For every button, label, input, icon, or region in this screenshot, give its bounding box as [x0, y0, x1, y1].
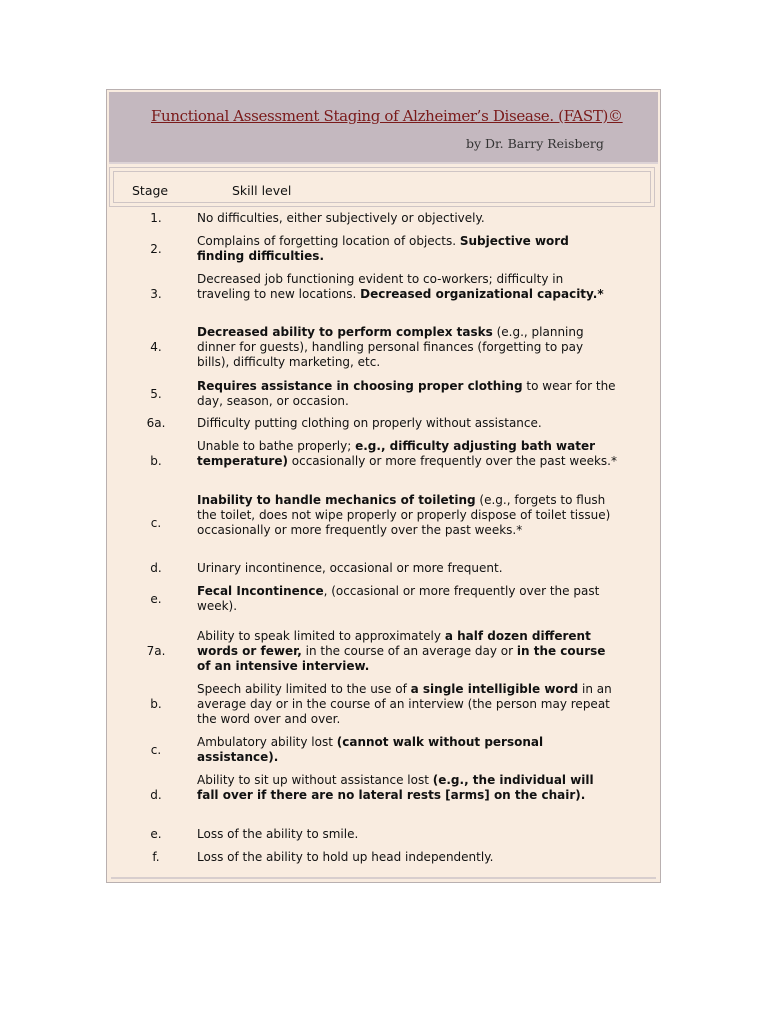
description-text: to wear for the day, season, or occasion.: [197, 379, 616, 408]
skill-description: [197, 735, 617, 765]
emphasized-text: in the course of an intensive interview.: [197, 644, 606, 673]
column-header: [109, 167, 655, 207]
stage-label: c.: [150, 742, 162, 757]
emphasized-text: e.g., difficulty adjusting bath water temperature): [197, 439, 596, 468]
description-text: in the course of an average day or: [301, 644, 517, 658]
description-text: Complains of forgetting location of objects.: [197, 234, 460, 248]
skill-description: [197, 272, 617, 302]
skill-description: [197, 416, 617, 431]
emphasized-text: (cannot walk without personal assistance).: [197, 735, 544, 764]
skill-description: [197, 629, 617, 674]
description-text: Unable to bathe properly;: [197, 439, 356, 453]
description-text: occasionally or more frequently over the past weeks.*: [287, 454, 617, 468]
description-text: , (occasional or more frequently over the past week).: [197, 584, 600, 613]
bottom-divider: [111, 877, 656, 879]
emphasized-text: (e.g., the individual will fall over if there are no lateral rests [arms] on the chair).: [197, 773, 594, 802]
skill-description: [197, 325, 617, 370]
emphasized-text: Decreased organizational capacity.*: [360, 287, 604, 301]
skill-description: [197, 584, 617, 614]
emphasized-text: Requires assistance in choosing proper clothing: [197, 379, 523, 393]
stage-column-header: Stage: [132, 183, 169, 198]
emphasized-text: Decreased ability to perform complex tasks: [197, 325, 493, 339]
description-text: No difficulties, either subjectively or objectively.: [197, 211, 485, 225]
emphasized-text: Inability to handle mechanics of toileting: [197, 493, 476, 507]
stage-label: 7a.: [146, 644, 166, 658]
stage-label: 4.: [150, 340, 162, 354]
stage-label: 3.: [150, 287, 162, 301]
skill-description: [197, 682, 617, 727]
description-text: Ability to speak limited to approximately: [197, 629, 445, 643]
skill-description: [197, 850, 617, 865]
stage-label: e.: [150, 591, 162, 606]
description-text: Decreased job functioning evident to co-workers; difficulty in traveling to new locations.: [197, 272, 564, 301]
description-text: in an average day or in the course of an interview (the person may repeat the word over and over.: [197, 682, 612, 726]
skill-description: [197, 439, 617, 469]
description-text: Ability to sit up without assistance lost: [197, 773, 433, 787]
skill-description: [197, 234, 617, 264]
emphasized-text: a single intelligible word: [410, 682, 579, 696]
description-text: Loss of the ability to hold up head independently.: [197, 850, 494, 864]
skill-column-header: Skill level: [232, 183, 292, 198]
description-text: Loss of the ability to smile.: [197, 827, 359, 841]
skill-description: [197, 379, 617, 409]
stage-label: 5.: [150, 386, 162, 401]
stage-label: c.: [150, 515, 162, 530]
description-text: (e.g., forgets to flush the toilet, does not wipe properly or properly dispose of toilet tissue) occasionally or more frequently over the past weeks.*: [197, 493, 611, 537]
emphasized-text: Fecal Incontinence: [197, 584, 324, 598]
skill-description: [197, 493, 617, 538]
fast-document: [106, 89, 661, 883]
description-text: (e.g., planning dinner for guests), handling personal finances (forgetting to pay bills), difficulty marketing, etc.: [197, 325, 584, 369]
emphasized-text: a half dozen different words or fewer,: [197, 629, 591, 658]
stage-label: d.: [150, 788, 162, 802]
stage-label: 2.: [150, 241, 162, 256]
stage-label: b.: [150, 454, 162, 468]
document-title: Functional Assessment Staging of Alzheimer’s Disease. (FAST)©: [151, 107, 623, 125]
description-text: Ambulatory ability lost: [197, 735, 337, 749]
skill-description: [197, 827, 617, 842]
skill-description: [197, 211, 617, 226]
author-byline: by Dr. Barry Reisberg: [466, 136, 604, 151]
stage-label: e.: [150, 827, 162, 841]
stage-label: 1.: [150, 211, 162, 225]
emphasized-text: Subjective word finding difficulties.: [197, 234, 569, 263]
stage-label: b.: [150, 697, 162, 711]
description-text: Difficulty putting clothing on properly without assistance.: [197, 416, 542, 430]
document-header: [109, 92, 658, 164]
stage-label: f.: [152, 850, 160, 864]
skill-description: [197, 561, 617, 576]
skill-description: [197, 773, 617, 803]
stage-label: d.: [150, 561, 162, 575]
description-text: Speech ability limited to the use of: [197, 682, 411, 696]
description-text: Urinary incontinence, occasional or more frequent.: [197, 561, 503, 575]
stage-label: 6a.: [146, 416, 166, 430]
